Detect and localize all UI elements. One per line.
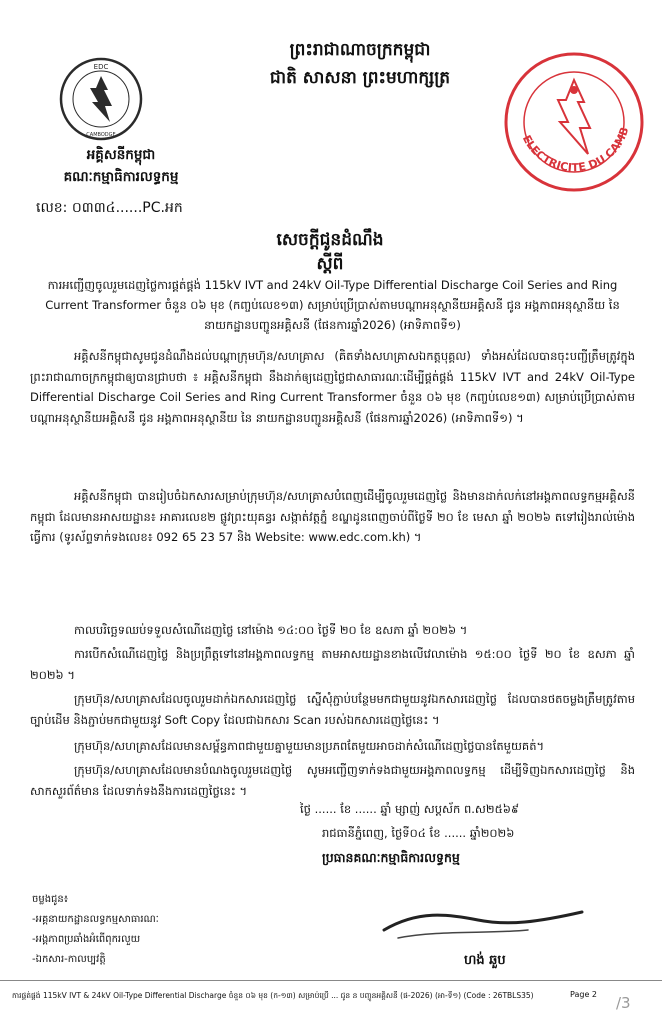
notice-title: សេចក្តីជូនដំណឹង [276, 230, 384, 250]
notice-subject: ការអញ្ជើញចូលរួមដេញថ្លៃការផ្គត់ផ្គង់ 115kV IVT and 24kV Oil-Type Differential Discharge Coil Series and Ring Current Transformer ចំនួន ០៦ មុខ (កញ្ចប់លេខ១៣) សម្រាប់ប្រើប្រាស់តាមបណ្តាអនុស្ថានីយអគ្គិសនី ជូន អង្គភាពអនុស្ថានីយ នៃ នាយកដ្ឋានបញ្ជូនអគ្គិសនី (ផែនការឆ្នាំ2026) (អាទិភាពទី១) [45, 278, 620, 332]
paragraph-documents: អគ្គិសនីកម្ពុជា បានរៀបចំឯកសារសម្រាប់ក្រុមហ៊ុន/សហគ្រាសបំពេញដើម្បីចូលរួមដេញថ្លៃ និងមានដាក់លក់នៅអង្គភាពលទ្ធកម្មអគ្គិសនីកម្ពុជា ដែលមានអាសយដ្ឋាន៖ អាគារលេខ២ ផ្លូវព្រះយុគន្ធរ សង្កាត់វត្តភ្នំ ខណ្ឌដូនពេញចាប់ពីថ្ងៃទី ២០ ខែ មេសា ឆ្នាំ ២០២៦ តទៅរៀងរាល់ម៉ោងធ្វើការ (ទូរស័ព្ទទាក់ទងលេខ៖ 092 65 23 57 និង Website: www.edc.com.kh) ។ [30, 489, 635, 544]
cc-item: -អង្គភាពប្រឆាំងអំពើពុករលួយ [32, 934, 141, 945]
procurement-committee: គណៈកម្មាធិការលទ្ធកម្ម [63, 169, 179, 185]
national-motto: ជាតិ សាសនា ព្រះមហាក្សត្រ [269, 68, 451, 88]
red-official-stamp [502, 50, 646, 194]
cc-heading: ចម្លងជូន៖ [32, 894, 69, 905]
edc-logo-seal [58, 56, 144, 142]
lunar-date: ថ្ងៃ ...... ខែ ...... ឆ្នាំ ម្សាញ់ សប្តស័ក ព.ស២៥៦៩ [300, 802, 519, 816]
header-kingdom [200, 36, 520, 92]
footer-divider [0, 980, 662, 981]
cc-item: -អគ្គនាយកដ្ឋានលទ្ធកម្មសាធារណៈ [32, 914, 159, 925]
notice-heading [170, 228, 490, 276]
place-and-date: រាជធានីភ្នំពេញ, ថ្ងៃទី០៤ ខែ ...... ឆ្នាំ២០២៦ [322, 826, 515, 840]
cc-item: -ឯកសារ-កាលប្បវត្តិ [32, 954, 106, 965]
paragraph-contact: ក្រុមហ៊ុន/សហគ្រាសដែលមានបំណងចូលរួមដេញថ្លៃ សូមអញ្ជើញទាក់ទងជាមួយអង្គភាពលទ្ធកម្ម ដើម្បីទិញឯកសារដេញថ្លៃ និងសាកសួរព័ត៌មាន ដែលទាក់ទងនឹងការដេញថ្លៃនេះ ។ [30, 763, 635, 798]
notice-about: ស្តីពី [316, 254, 344, 274]
issuer-organisation [26, 144, 216, 188]
kingdom-title: ព្រះរាជាណាចក្រកម្ពុជា [289, 40, 431, 60]
paragraph-deadline: កាលបរិច្ឆេទឈប់ទទួលសំណើដេញថ្លៃ នៅម៉ោង ១៤:០០ ថ្ងៃទី ២០ ខែ ឧសភា ឆ្នាំ ២០២៦ ។ [74, 623, 468, 637]
svg-text:ELECTRICITE DU CAMBODGE: ELECTRICITE DU CAMB [519, 125, 632, 175]
footer-reference: ការផ្គត់ផ្គង់ 115kV IVT & 24kV Oil-Type Differential Discharge ចំនួន ០៦ មុខ (ក-១៣) សម្រាប់ប្រើ ... ជូន ន បញ្ជូនអគ្គិសនី (ផ-2026) (អា-ទី១) (Code : 26TBLS35) [12, 991, 534, 1000]
paragraph-opening: ការបើកសំណើដេញថ្លៃ និងប្រព្រឹត្តទៅនៅអង្គភាពលទ្ធកម្ម តាមអាសយដ្ឋានខាងលើវេលាម៉ោង ១៥:០០ ថ្ងៃទី ២០ ខែ ឧសភា ឆ្នាំ ២០២៦ ។ [30, 647, 635, 682]
svg-text:EDC: EDC [93, 63, 109, 71]
paragraph-announcement: អគ្គិសនីកម្ពុជាសូមជូនដំណឹងដល់បណ្តាក្រុមហ៊ុន/សហគ្រាស (គិតទាំងសហគ្រាសឯកត្តបុគ្គល) ទាំងអស់ដែលបានចុះបញ្ជីត្រឹមត្រូវក្នុងព្រះរាជាណាចក្រកម្ពុជាឲ្យបានជ្រាបថា ៖ អគ្គិសនីកម្ពុជា នឹងដាក់ឲ្យដេញថ្លៃជាសាធារណៈដើម្បីផ្គត់ផ្គង់ 115kV IVT and 24kV Oil-Type Differential Discharge Coil Series and Ring Current Transformer ចំនួន ០៦ មុខ (កញ្ចប់លេខ១៣) សម្រាប់ប្រើប្រាស់តាមបណ្តាអនុស្ថានីយអគ្គិសនី ជូន អង្គភាពអនុស្ថានីយ នៃ នាយកដ្ឋានបញ្ជូនអគ្គិសនី (ផែនការឆ្នាំ2026) (អាទិភាពទី១) ។ [30, 349, 635, 425]
reference-number: លេខ: ០៣៣៤......PC.អក [36, 200, 183, 216]
handwritten-signature [378, 900, 588, 950]
signer-title: ប្រធានគណៈកម្មាធិការលទ្ធកម្ម [322, 850, 460, 865]
paragraph-single-bid: ក្រុមហ៊ុន/សហគ្រាសដែលមានសម្ព័ន្ធភាពជាមួយគ្នាមួយមានប្រភពតែមួយអាចដាក់សំណើដេញថ្លៃបានតែមួយគត់។ [74, 739, 545, 753]
page-number: Page 2 [570, 990, 597, 999]
signer-name: ហង់ ឆួប [464, 953, 506, 968]
organisation-name: អគ្គិសនីកម្ពុជា [86, 147, 156, 163]
svg-text:CAMBODGE: CAMBODGE [86, 132, 116, 138]
paragraph-softcopy: ក្រុមហ៊ុន/សហគ្រាសដែលចូលរួមដាក់ឯកសារដេញថ្លៃ ស្នើសុំភ្ជាប់បន្ថែមមកជាមួយនូវឯកសារដេញថ្លៃ ដែលបានថតចម្លងត្រឹមត្រូវតាមច្បាប់ដើម និងភ្ជាប់មកជាមួយនូវ Soft Copy ដែលជាឯកសារ Scan របស់ឯកសារដេញថ្លៃនេះ ។ [30, 692, 635, 727]
page-total: /3 [616, 994, 631, 1012]
